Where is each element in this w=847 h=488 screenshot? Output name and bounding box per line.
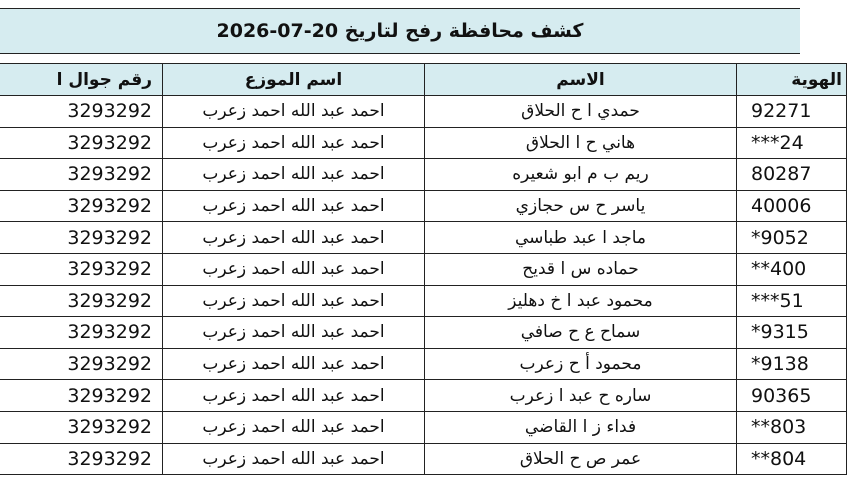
cell-distributor: احمد عبد الله احمد زعرب [163,222,425,254]
cell-id: ***51 [737,285,847,317]
cell-phone: 3293292 [0,348,163,380]
cell-distributor: احمد عبد الله احمد زعرب [163,411,425,443]
page-title: كشف محافظة رفح لتاريخ 20-07-2026 [216,20,584,42]
cell-id: 92271 [737,96,847,128]
cell-name: حمدي ا ح الحلاق [425,96,737,128]
cell-name: ريم ب م ابو شعيره [425,159,737,191]
table-row [0,222,847,254]
column-header-distributor: اسم الموزع [163,64,425,96]
table-row [0,380,847,412]
cell-phone: 3293292 [0,159,163,191]
cell-distributor: احمد عبد الله احمد زعرب [163,317,425,349]
cell-distributor: احمد عبد الله احمد زعرب [163,285,425,317]
table-row [0,285,847,317]
cell-name: محمود عبد ا خ دهليز [425,285,737,317]
table-row [0,317,847,349]
cell-phone: 3293292 [0,285,163,317]
cell-distributor: احمد عبد الله احمد زعرب [163,380,425,412]
column-header-phone: رقم جوال ا [0,64,163,96]
cell-id: **400 [737,253,847,285]
title-bar [0,8,800,54]
cell-distributor: احمد عبد الله احمد زعرب [163,348,425,380]
cell-id: 40006 [737,190,847,222]
table-row [0,96,847,128]
table-row [0,127,847,159]
cell-id: **804 [737,443,847,475]
table-row [0,411,847,443]
cell-phone: 3293292 [0,443,163,475]
table-row [0,159,847,191]
cell-id: **803 [737,411,847,443]
cell-name: هاني ح ا الحلاق [425,127,737,159]
cell-name: حماده س ا قديح [425,253,737,285]
cell-name: ساره ح عبد ا زعرب [425,380,737,412]
cell-id: 80287 [737,159,847,191]
cell-distributor: احمد عبد الله احمد زعرب [163,127,425,159]
cell-phone: 3293292 [0,411,163,443]
table-row [0,253,847,285]
cell-id: ***24 [737,127,847,159]
cell-distributor: احمد عبد الله احمد زعرب [163,190,425,222]
cell-name: فداء ز ا القاضي [425,411,737,443]
table-header-row [0,64,847,96]
cell-name: ماجد ا عبد طباسي [425,222,737,254]
table-row [0,190,847,222]
cell-name: سماح ع ح صافي [425,317,737,349]
cell-phone: 3293292 [0,222,163,254]
cell-name: محمود أ ح زعرب [425,348,737,380]
cell-id: 90365 [737,380,847,412]
cell-distributor: احمد عبد الله احمد زعرب [163,443,425,475]
table-row [0,348,847,380]
cell-phone: 3293292 [0,317,163,349]
table-row [0,443,847,475]
cell-name: ياسر ح س حجازي [425,190,737,222]
cell-phone: 3293292 [0,380,163,412]
cell-phone: 3293292 [0,96,163,128]
column-header-id: الهوية [737,64,847,96]
cell-phone: 3293292 [0,127,163,159]
cell-id: *9138 [737,348,847,380]
cell-id: *9315 [737,317,847,349]
cell-phone: 3293292 [0,190,163,222]
column-header-name: الاسم [425,64,737,96]
records-table [0,63,847,475]
cell-distributor: احمد عبد الله احمد زعرب [163,159,425,191]
cell-distributor: احمد عبد الله احمد زعرب [163,253,425,285]
cell-id: *9052 [737,222,847,254]
cell-phone: 3293292 [0,253,163,285]
cell-name: عمر ص ح الحلاق [425,443,737,475]
cell-distributor: احمد عبد الله احمد زعرب [163,96,425,128]
